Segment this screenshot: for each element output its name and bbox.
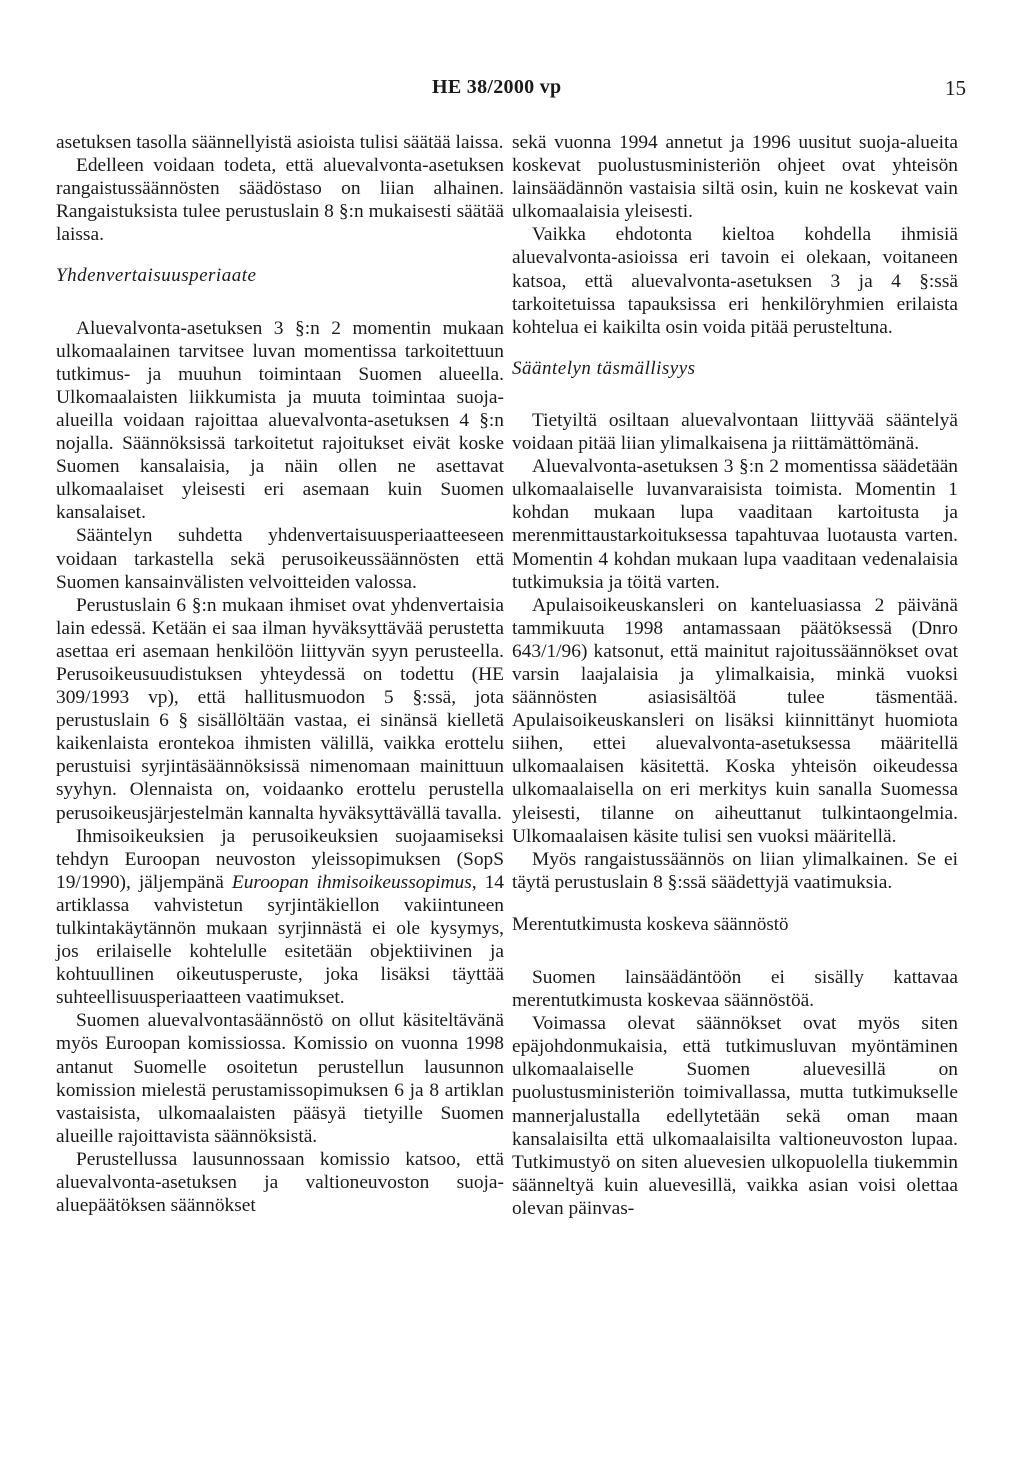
page-number: 15 [945, 76, 966, 100]
paragraph: Suomen aluevalvontasäännöstö on ollut käsiteltävänä myös Euroopan komissiossa. Komissio on vuonna 1998 antanut Suomelle osoitetun perustellun lausunnon komission mielestä perustamissopimuksen 6 ja 8 artiklan vastaisista, ulkomaalaisten pääsyä tietyille Suomen alueille rajoittavista säännöksistä. [56, 1010, 504, 1147]
paragraph: Aluevalvonta-asetuksen 3 §:n 2 momentissa säädetään ulkomaalaiselle luvanvaraisista toimista. Momentin 1 kohdan mukaan lupa vaaditaan kartoitusta ja merenmittaustarkoituksessa tapahtuvaa luotausta varten. Momentin 4 kohdan mukaan lupa vaaditaan vedenalaisia tutkimuksia ja töitä varten. [512, 456, 958, 593]
paragraph: Aluevalvonta-asetuksen 3 §:n 2 momentin mukaan ulkomaalainen tarvitsee luvan momentissa tarkoitettuun tutkimus- ja muuhun toimintaan Suomen alueella. Ulkomaalaisten liikkumista ja muuta toimintaa suoja-alueilla voidaan rajoittaa aluevalvonta-asetuksen 4 §:n nojalla. Säännöksissä tarkoitetut rajoitukset eivät koske Suomen kansalaisia, ja näin ollen ne asettavat ulkomaalaiset yleisesti eri asemaan kuin Suomen kansalaiset. [56, 317, 504, 524]
document-id: HE 38/2000 vp [432, 76, 562, 98]
paragraph: Tietyiltä osiltaan aluevalvontaan liittyvää sääntelyä voidaan pitää liian ylimalkaisena ja riittämättömänä. [512, 409, 958, 455]
section-heading: Yhdenvertaisuusperiaate [56, 265, 257, 287]
paragraph: asetuksen tasolla säännellyistä asioista tulisi säätää laissa. [56, 132, 504, 153]
section-heading: Sääntelyn täsmällisyys [512, 357, 696, 379]
paragraph: sekä vuonna 1994 annetut ja 1996 uusitut suoja-alueita koskevat puolustusministeriön ohjeet ovat yhteisön lainsäädännön vastaisia siltä osin, kuin ne koskevat vain ulkomaalaisia yleisesti. [512, 132, 958, 223]
italic-term: Euroopan ihmisoikeussopimus [231, 871, 472, 893]
section-heading: Merentutkimusta koskeva säännöstö [512, 913, 789, 935]
paragraph: Myös rangaistussäännös on liian ylimalkainen. Se ei täytä perustuslain 8 §:ssä säädettyjä vaatimuksia. [512, 848, 958, 893]
paragraph: Sääntelyn suhdetta yhdenvertaisuusperiaatteeseen voidaan tarkastella sekä perusoikeussäännösten että Suomen kansainvälisten velvoitteiden valossa. [56, 525, 504, 593]
paragraph: Edelleen voidaan todeta, että aluevalvonta-asetuksen rangaistussäännösten säädöstaso on liian alhainen. Rangaistuksista tulee perustuslain 8 §:n mukaisesti säätää laissa. [56, 155, 504, 246]
left-column [56, 131, 504, 1217]
paragraph-text: Ihmisoikeuksien ja perusoikeuksien suojaamiseksi tehdyn Euroopan neuvoston yleissopimuksen (SopS 19/1990), jäljempänä [56, 825, 504, 893]
paragraph: Perustellussa lausunnossaan komissio katsoo, että aluevalvonta-asetuksen ja valtioneuvoston suoja-aluepäätöksen säännökset [56, 1148, 504, 1217]
paragraph: Suomen lainsäädäntöön ei sisälly kattavaa merentutkimusta koskevaa säännöstöä. [512, 967, 958, 1012]
right-column [512, 131, 958, 1220]
paragraph: Perustuslain 6 §:n mukaan ihmiset ovat yhdenvertaisia lain edessä. Ketään ei saa ilman hyväksyttävää perustetta asettaa eri asemaan henkilöön liittyvän syyn perusteella. Perusoikeusuudistuksen yhteydessä on todettu (HE 309/1993 vp), että hallitusmuodon 5 §:ssä, jota perustuslain 6 § sisällöltään vastaa, ei sinänsä kielletä kaikenlaista erontekoa ihmisten välillä, vaikka erottelu perustuisi syrjintäsäännöksissä nimenomaan mainittuun syyhyn. Olennaista on, voidaanko erottelu perustella perusoikeusjärjestelmän kannalta hyväksyttävällä tavalla. [56, 594, 504, 824]
paragraph: Apulaisoikeuskansleri on kanteluasiassa 2 päivänä tammikuuta 1998 antamassaan päätöksessä (Dnro 643/1/96) katsonut, että mainitut rajoitussäännökset ovat varsin laajalaisia ja ylimalkaisia, minkä vuoksi säännösten asiasisältöä tulee täsmentää. Apulaisoikeuskansleri on lisäksi kiinnittänyt huomiota siihen, ettei aluevalvonta-asetuksessa määritellä ulkomaalaisen käsitettä. Koska yhteisön oikeudessa ulkomaalaisella on eri merkitys kuin sanalla Suomessa yleisesti, tilanne on aiheuttanut tulkintaongelmia. Ulkomaalaisen käsite tulisi sen vuoksi määritellä. [512, 594, 958, 847]
paragraph: Voimassa olevat säännökset ovat myös siten epäjohdonmukaisia, että tutkimusluvan myöntäminen ulkomaalaiselle Suomen aluevesillä on puolustusministeriön toimivallassa, mutta tutkimukselle mannerjalustalla edellytetään sekä oman maan kansalaisilta että ulkomaalaisilta valtioneuvoston lupaa. Tutkimustyö on siten aluevesien ulkopuolella tiukemmin säänneltyä kuin aluevesillä, vaikka asian voisi olettaa olevan päinvas- [512, 1013, 958, 1219]
paragraph: Vaikka ehdotonta kieltoa kohdella ihmisiä aluevalvonta-asioissa eri tavoin ei olekaan, voitaneen katsoa, että aluevalvonta-asetuksen 3 ja 4 §:ssä tarkoitetuissa tapauksissa eri henkilöryhmien erilaista kohtelua ei kaikilta osin voida pitää perusteltuna. [512, 224, 958, 338]
paragraph [56, 825, 504, 1010]
page-header [0, 76, 1024, 106]
paragraph-text: , 14 artiklassa vahvistetun syrjintäkiellon vakiintuneen tulkintakäytännön mukaan syrjinnästä ei ole kysymys, jos erilaiselle kohtelulle esitetään objektiivinen ja kohtuullinen oikeutusperuste, joka lisäksi täyttää suhteellisuusperiaatteen vaatimukset. [56, 871, 504, 1009]
